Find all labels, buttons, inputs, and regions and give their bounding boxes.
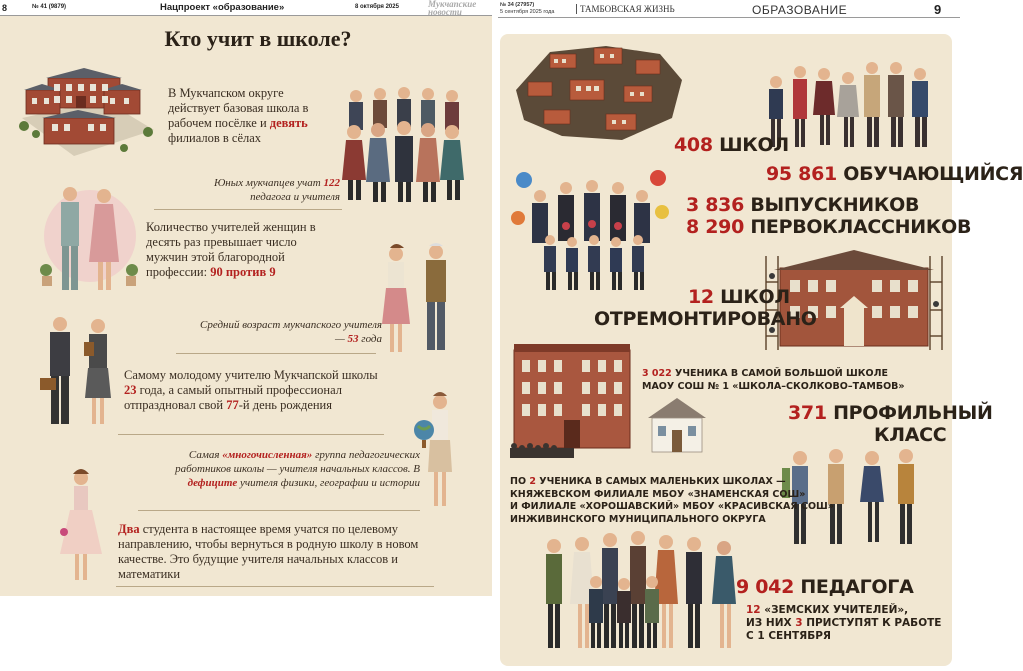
age-range-text-end: -й день рождения bbox=[238, 398, 332, 412]
section-title: ОБРАЗОВАНИЕ bbox=[752, 3, 848, 17]
renovated-stat-line2 bbox=[594, 308, 817, 330]
graduates-firstgraders-illustration bbox=[510, 166, 670, 296]
students-count: Два bbox=[118, 522, 140, 536]
largest-school-count: 3 022 bbox=[642, 368, 672, 379]
schools-network-text bbox=[168, 86, 328, 146]
teachers-count-note-part: Юных мукчапцев учат bbox=[213, 177, 324, 189]
target-students-text bbox=[118, 522, 428, 582]
firstgraders-stat bbox=[686, 216, 971, 238]
largest-group-label: «многочисленная» bbox=[222, 449, 313, 461]
schools-count: 408 bbox=[674, 134, 713, 156]
schools-network-text-part: В Мукчапском округе действует базовая школа в рабочем посёлке и bbox=[168, 86, 309, 130]
largest-school-line-2: МАОУ СОШ № 1 «ШКОЛА–СКОЛКОВО–ТАМБОВ» bbox=[642, 380, 905, 392]
age-range-text-part: Самому молодому учителю Мукчапской школы bbox=[124, 368, 378, 382]
zemsky-label: «ЗЕМСКИХ УЧИТЕЛЕЙ», bbox=[760, 604, 909, 616]
region-map-illustration bbox=[510, 40, 688, 144]
divider bbox=[118, 434, 384, 435]
average-age-note-end: года bbox=[358, 333, 382, 345]
average-age-note-part: Средний возраст мукчапского учителя — bbox=[200, 319, 382, 345]
right-page-header bbox=[498, 0, 960, 18]
gender-ratio-value: 90 против 9 bbox=[210, 265, 276, 279]
students-count: 95 861 bbox=[766, 163, 837, 185]
students-label: ОБУЧАЮЩИЙСЯ bbox=[836, 163, 1023, 185]
teachers-count-note-end: педагога и учителя bbox=[250, 191, 340, 203]
profile-classes-stat bbox=[788, 402, 993, 424]
students-group-illustration bbox=[764, 58, 940, 154]
divider bbox=[176, 353, 376, 354]
left-page-number: 8 bbox=[2, 3, 8, 13]
teacher-groups-note-mid: группа педагогических работников школы — учителя начальных классов. В bbox=[175, 449, 420, 475]
target-students-text-part: студента в настоящее время учатся по целевому направлению, чтобы вернуться в родную школу в новом качестве. Это будущие учителя начальных классов и математики bbox=[118, 522, 419, 581]
profile-classes-count: 371 bbox=[788, 402, 827, 424]
zemsky-teachers-stat bbox=[746, 604, 941, 643]
teachers-group-illustration bbox=[340, 84, 468, 208]
teacher-groups-note-part: Самая bbox=[188, 449, 223, 461]
teachers-count-note bbox=[180, 176, 340, 204]
graduates-label: ВЫПУСКНИКОВ bbox=[744, 194, 920, 216]
largest-school-line-1: УЧЕНИКА В САМОЙ БОЛЬШОЙ ШКОЛЕ bbox=[671, 368, 889, 379]
suited-teachers-illustration bbox=[36, 312, 122, 434]
zemsky-count: 12 bbox=[746, 604, 761, 616]
zemsky-line-2-pre: ИЗ НИХ bbox=[746, 617, 796, 629]
male-female-teachers-illustration bbox=[40, 180, 140, 298]
renovated-label-2: ОТРЕМОНТИРОВАНО bbox=[594, 308, 817, 330]
small-schoolhouse-illustration bbox=[646, 396, 708, 456]
branches-count: девять bbox=[269, 116, 308, 130]
age-range-text bbox=[124, 368, 386, 413]
smallest-schools-line-1: УЧЕНИКА В САМЫХ МАЛЕНЬКИХ ШКОЛАХ — bbox=[535, 476, 786, 487]
teacher-groups-note-end: учителя физики, географии и истории bbox=[237, 477, 420, 489]
youngest-age: 23 bbox=[124, 383, 137, 397]
smallest-schools-line-3: И ФИЛИАЛЕ «ХОРОШАВСКИЙ» МБОУ «КРАСИВСКАЯ СОШ» bbox=[510, 501, 834, 512]
young-and-elder-teacher-illustration bbox=[374, 240, 466, 358]
zemsky-line-2-post: ПРИСТУПЯТ К РАБОТЕ bbox=[802, 617, 942, 629]
profile-classes-stat-line2 bbox=[874, 424, 946, 446]
teachers-count: 122 bbox=[323, 177, 340, 189]
teachers-total-count: 9 042 bbox=[736, 576, 794, 598]
firstgraders-count: 8 290 bbox=[686, 216, 744, 238]
smallest-schools-line-2: КНЯЖЕВСКОМ ФИЛИАЛЕ МБОУ «ЗНАМЕНСКАЯ СОШ» bbox=[510, 488, 806, 500]
largest-school-stat bbox=[642, 368, 905, 393]
zemsky-line-3: С 1 СЕНТЯБРЯ bbox=[746, 630, 832, 642]
graduates-count: 3 836 bbox=[686, 194, 744, 216]
right-page-number: 9 bbox=[934, 2, 942, 17]
profile-classes-label-2: КЛАСС bbox=[874, 424, 947, 446]
renovated-stat bbox=[688, 286, 790, 308]
woman-teacher-illustration bbox=[56, 466, 106, 588]
renovated-count: 12 bbox=[688, 286, 714, 308]
left-issue-number: № 41 (9879) bbox=[32, 4, 67, 10]
divider bbox=[116, 586, 434, 587]
divider bbox=[138, 510, 420, 511]
newspaper-logo: Мукчапские новости bbox=[428, 0, 477, 17]
zemsky-starting-count: 3 bbox=[795, 617, 803, 629]
firstgraders-label: ПЕРВОКЛАССНИКОВ bbox=[744, 216, 972, 238]
average-age-note bbox=[196, 318, 382, 346]
right-newspaper-page bbox=[498, 0, 1023, 671]
newspaper-masthead: ТАМБОВСКАЯ ЖИЗНЬ bbox=[576, 4, 675, 14]
average-age-value: 53 bbox=[347, 333, 359, 345]
teachers-staff-illustration bbox=[538, 528, 748, 658]
smallest-schools-pre: ПО bbox=[510, 476, 530, 487]
page-title: Кто учит в школе? bbox=[164, 26, 352, 51]
right-issue-date: 5 сентября 2025 года bbox=[500, 9, 555, 15]
school-buildings-illustration bbox=[14, 60, 164, 160]
schools-label: ШКОЛ bbox=[712, 134, 789, 156]
right-issue-number: № 34 (27957) bbox=[500, 2, 535, 8]
profile-classes-label-1: ПРОФИЛЬНЫЙ bbox=[826, 402, 993, 424]
smallest-schools-count: 2 bbox=[529, 476, 536, 487]
left-newspaper-page bbox=[0, 0, 492, 596]
age-range-text-mid: года, а самый опытный профессионал отпраздновал свой bbox=[124, 383, 343, 412]
shortage-label: дефиците bbox=[187, 477, 238, 489]
renovated-label-1: ШКОЛ bbox=[713, 286, 790, 308]
teacher-groups-note bbox=[136, 448, 420, 490]
eldest-age: 77 bbox=[226, 398, 239, 412]
left-page-header bbox=[0, 0, 492, 16]
smallest-schools-line-4: ИНЖИВИНСКОГО МУНИЦИПАЛЬНОГО ОКРУГА bbox=[510, 513, 766, 525]
divider bbox=[154, 209, 342, 210]
gender-ratio-text bbox=[146, 220, 336, 280]
teachers-total-label: ПЕДАГОГА bbox=[794, 576, 914, 598]
graduates-stat bbox=[686, 194, 919, 216]
smallest-schools-stat bbox=[510, 476, 834, 526]
gender-ratio-text-part: Количество учителей женщин в десять раз превышает число мужчин этой благородной профессии: bbox=[146, 220, 316, 279]
students-stat bbox=[766, 163, 1023, 185]
largest-school-illustration bbox=[508, 336, 636, 466]
schools-network-text-end: филиалов в сёлах bbox=[168, 131, 262, 145]
left-issue-date: 8 октября 2025 bbox=[355, 4, 399, 10]
project-heading: Нацпроект «образование» bbox=[160, 2, 285, 13]
teachers-total-stat bbox=[736, 576, 914, 598]
schools-stat bbox=[674, 134, 789, 156]
